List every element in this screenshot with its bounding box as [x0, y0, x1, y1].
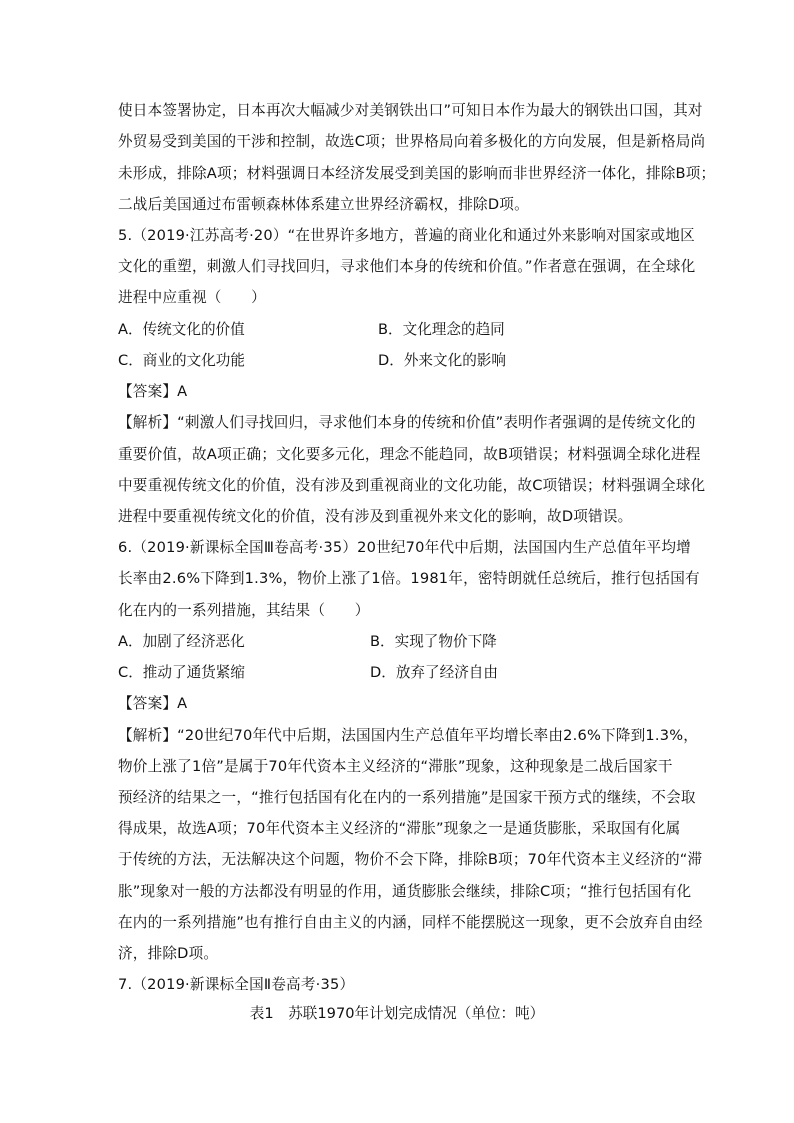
intro-line: 外贸易受到美国的干涉和控制，故选C项；世界格局向着多极化的方向发展，但是新格局尚: [118, 133, 706, 150]
intro-line: 二战后美国通过布雷顿森林体系建立世界经济霸权，排除D项。: [118, 196, 529, 213]
q6-option-b: B．实现了物价下降: [370, 633, 497, 650]
q6-analysis-line: 胀”现象对一般的方法都没有明显的作用，通货膨胀会继续，排除C项；“推行包括国有化: [118, 883, 692, 900]
q5-option-c: C．商业的文化功能: [118, 352, 245, 369]
intro-line: 未形成，排除A项；材料强调日本经济发展受到美国的影响而非世界经济一体化，排除B项；: [118, 165, 716, 182]
q6-analysis-line: 【解析】“20世纪70年代中后期，法国国内生产总值年平均增长率由2.6%下降到1.3%，: [118, 727, 699, 744]
q6-stem-line: 长率由2.6%下降到1.3%，物价上涨了1倍。1981年，密特朗就任总统后，推行包括国有: [118, 570, 700, 587]
q6-stem-line: 化在内的一系列措施，其结果（ ）: [118, 602, 370, 619]
q6-analysis-line: 得成果，故选A项；70年代资本主义经济的“滞胀”现象之一是通货膨胀，采取国有化属: [118, 820, 681, 837]
table-caption: 表1 苏联1970年计划完成情况（单位：吨）: [249, 1005, 545, 1022]
q5-stem-line: 文化的重塑，刺激人们寻找回归，寻求他们本身的传统和价值。”作者意在强调，在全球化: [118, 258, 696, 275]
q6-option-c: C．推动了通货紧缩: [118, 664, 245, 681]
q6-option-a: A．加剧了经济恶化: [118, 633, 245, 650]
q7-stem: 7.（2019·新课标全国Ⅱ卷高考·35）: [118, 976, 355, 993]
intro-line: 使日本签署协定，日本再次大幅减少对美钢铁出口”可知日本作为最大的钢铁出口国，其对: [118, 102, 703, 119]
q6-analysis-line: 济，排除D项。: [118, 945, 219, 962]
q5-stem-line: 5.（2019·江苏高考·20）“在世界许多地方，普遍的商业化和通过外来影响对国家或地区: [118, 227, 695, 244]
q5-analysis-line: 重要价值，故A项正确；文化要多元化，理念不能趋同，故B项错误；材料强调全球化进程: [118, 446, 701, 463]
q5-analysis-line: 中要重视传统文化的价值，没有涉及到重视商业的文化功能，故C项错误；材料强调全球化: [118, 477, 706, 494]
q5-stem-line: 进程中应重视（ ）: [118, 289, 266, 306]
q6-analysis-line: 预经济的结果之一，“推行包括国有化在内的一系列措施”是国家干预方式的继续，不会取: [118, 789, 696, 806]
q6-analysis-line: 物价上涨了1倍”是属于70年代资本主义经济的“滞胀”现象，这种现象是二战后国家干: [118, 758, 673, 775]
q5-option-b: B．文化理念的趋同: [378, 321, 505, 338]
q6-option-d: D．放弃了经济自由: [370, 664, 498, 681]
q5-option-a: A．传统文化的价值: [118, 321, 245, 338]
q6-analysis-line: 在内的一系列措施”也有推行自由主义的内涵，同样不能摆脱这一现象，更不会放弃自由经: [118, 914, 703, 931]
q6-stem-line: 6.（2019·新课标全国Ⅲ卷高考·35）20世纪70年代中后期，法国国内生产总值年平均增: [118, 539, 691, 556]
q5-analysis-line: 进程中要重视传统文化的价值，没有涉及到重视外来文化的影响，故D项错误。: [118, 508, 633, 525]
q6-analysis-line: 于传统的方法，无法解决这个问题，物价不会下降，排除B项；70年代资本主义经济的“滞: [118, 851, 703, 868]
q5-option-d: D．外来文化的影响: [378, 352, 506, 369]
q5-answer: 【答案】A: [118, 383, 188, 400]
q6-answer: 【答案】A: [118, 695, 188, 712]
q5-analysis-line: 【解析】“刺激人们寻找回归，寻求他们本身的传统和价值”表明作者强调的是传统文化的: [118, 414, 696, 431]
